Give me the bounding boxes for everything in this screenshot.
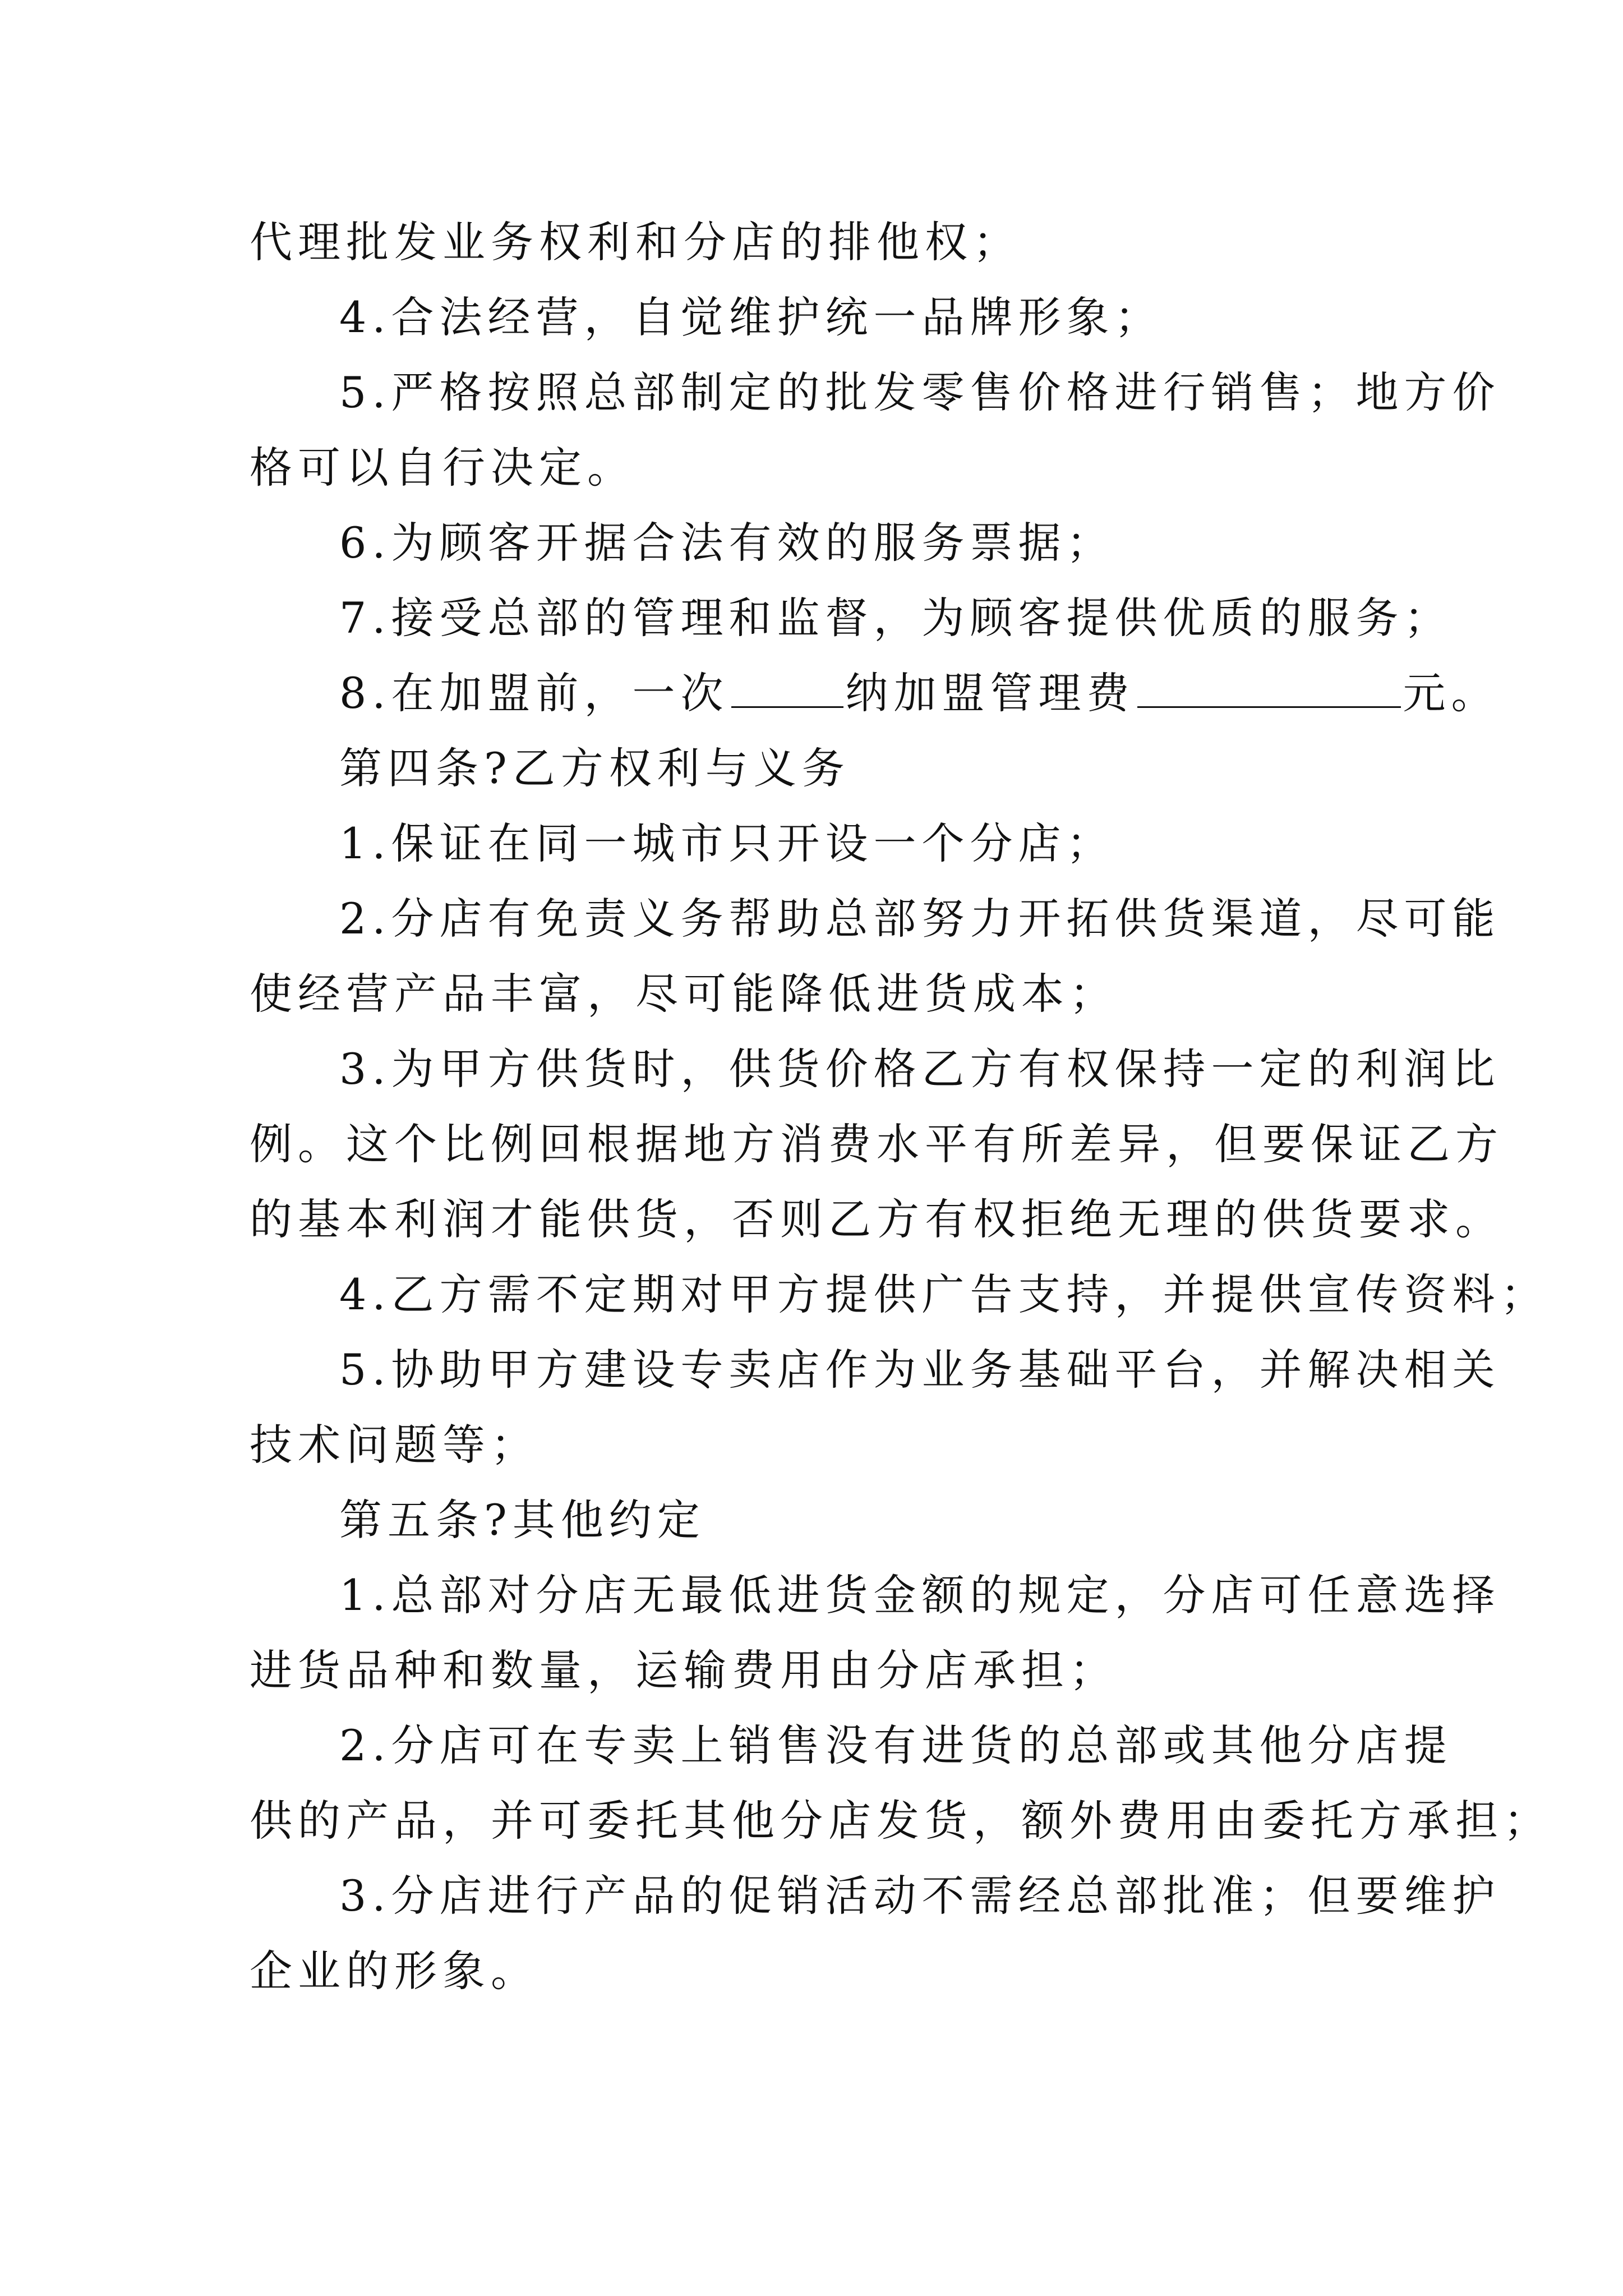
text-line: 技术问题等； bbox=[250, 1420, 539, 1470]
item8-text-1: 8.在加盟前，一次 bbox=[339, 668, 729, 718]
list-item-3: 3.分店进行产品的促销活动不需经总部批准；但要维护 bbox=[339, 1871, 1501, 1921]
document-body bbox=[250, 205, 1552, 2009]
list-item-5: 5.协助甲方建设专卖店作为业务基础平台，并解决相关 bbox=[339, 1345, 1501, 1395]
list-item-2: 2.分店有免责义务帮助总部努力开拓供货渠道，尽可能 bbox=[339, 894, 1501, 944]
list-item-6: 6.为顾客开据合法有效的服务票据； bbox=[339, 518, 1115, 568]
list-item-2: 2.分店可在专卖上销售没有进货的总部或其他分店提 bbox=[339, 1720, 1453, 1770]
text-line: 企业的形象。 bbox=[250, 1946, 539, 1996]
list-item-5: 5.严格按照总部制定的批发零售价格进行销售；地方价 bbox=[339, 367, 1501, 417]
text-line: 格可以自行决定。 bbox=[250, 443, 635, 493]
text-line: 的基本利润才能供货，否则乙方有权拒绝无理的供货要求。 bbox=[250, 1194, 1504, 1244]
section-heading-article-4: 第四条?乙方权利与义务 bbox=[339, 743, 850, 793]
list-item-1: 1.保证在同一城市只开设一个分店； bbox=[339, 818, 1115, 868]
text-line: 进货品种和数量，运输费用由分店承担； bbox=[250, 1645, 1118, 1695]
item8-text-3: 元。 bbox=[1403, 668, 1500, 718]
fill-in-blank bbox=[1137, 667, 1401, 708]
text-line: 例。这个比例回根据地方消费水平有所差异，但要保证乙方 bbox=[250, 1119, 1504, 1169]
list-item-4: 4.乙方需不定期对甲方提供广告支持，并提供宣传资料； bbox=[339, 1269, 1549, 1319]
list-item-7: 7.接受总部的管理和监督，为顾客提供优质的服务； bbox=[339, 593, 1453, 643]
list-item-3: 3.为甲方供货时，供货价格乙方有权保持一定的利润比 bbox=[339, 1044, 1501, 1094]
fill-in-blank bbox=[731, 667, 843, 708]
section-heading-article-5: 第五条?其他约定 bbox=[339, 1495, 706, 1545]
text-line: 供的产品，并可委托其他分店发货，额外费用由委托方承担； bbox=[250, 1796, 1552, 1846]
list-item-8 bbox=[250, 656, 1500, 731]
text-line: 代理批发业务权利和分店的排他权； bbox=[250, 217, 1021, 267]
item8-text-2: 纳加盟管理费 bbox=[845, 668, 1135, 718]
text-line: 使经营产品丰富，尽可能降低进货成本； bbox=[250, 969, 1118, 1019]
list-item-4: 4.合法经营，自觉维护统一品牌形象； bbox=[339, 292, 1163, 342]
list-item-1: 1.总部对分店无最低进货金额的规定，分店可任意选择 bbox=[339, 1570, 1501, 1620]
